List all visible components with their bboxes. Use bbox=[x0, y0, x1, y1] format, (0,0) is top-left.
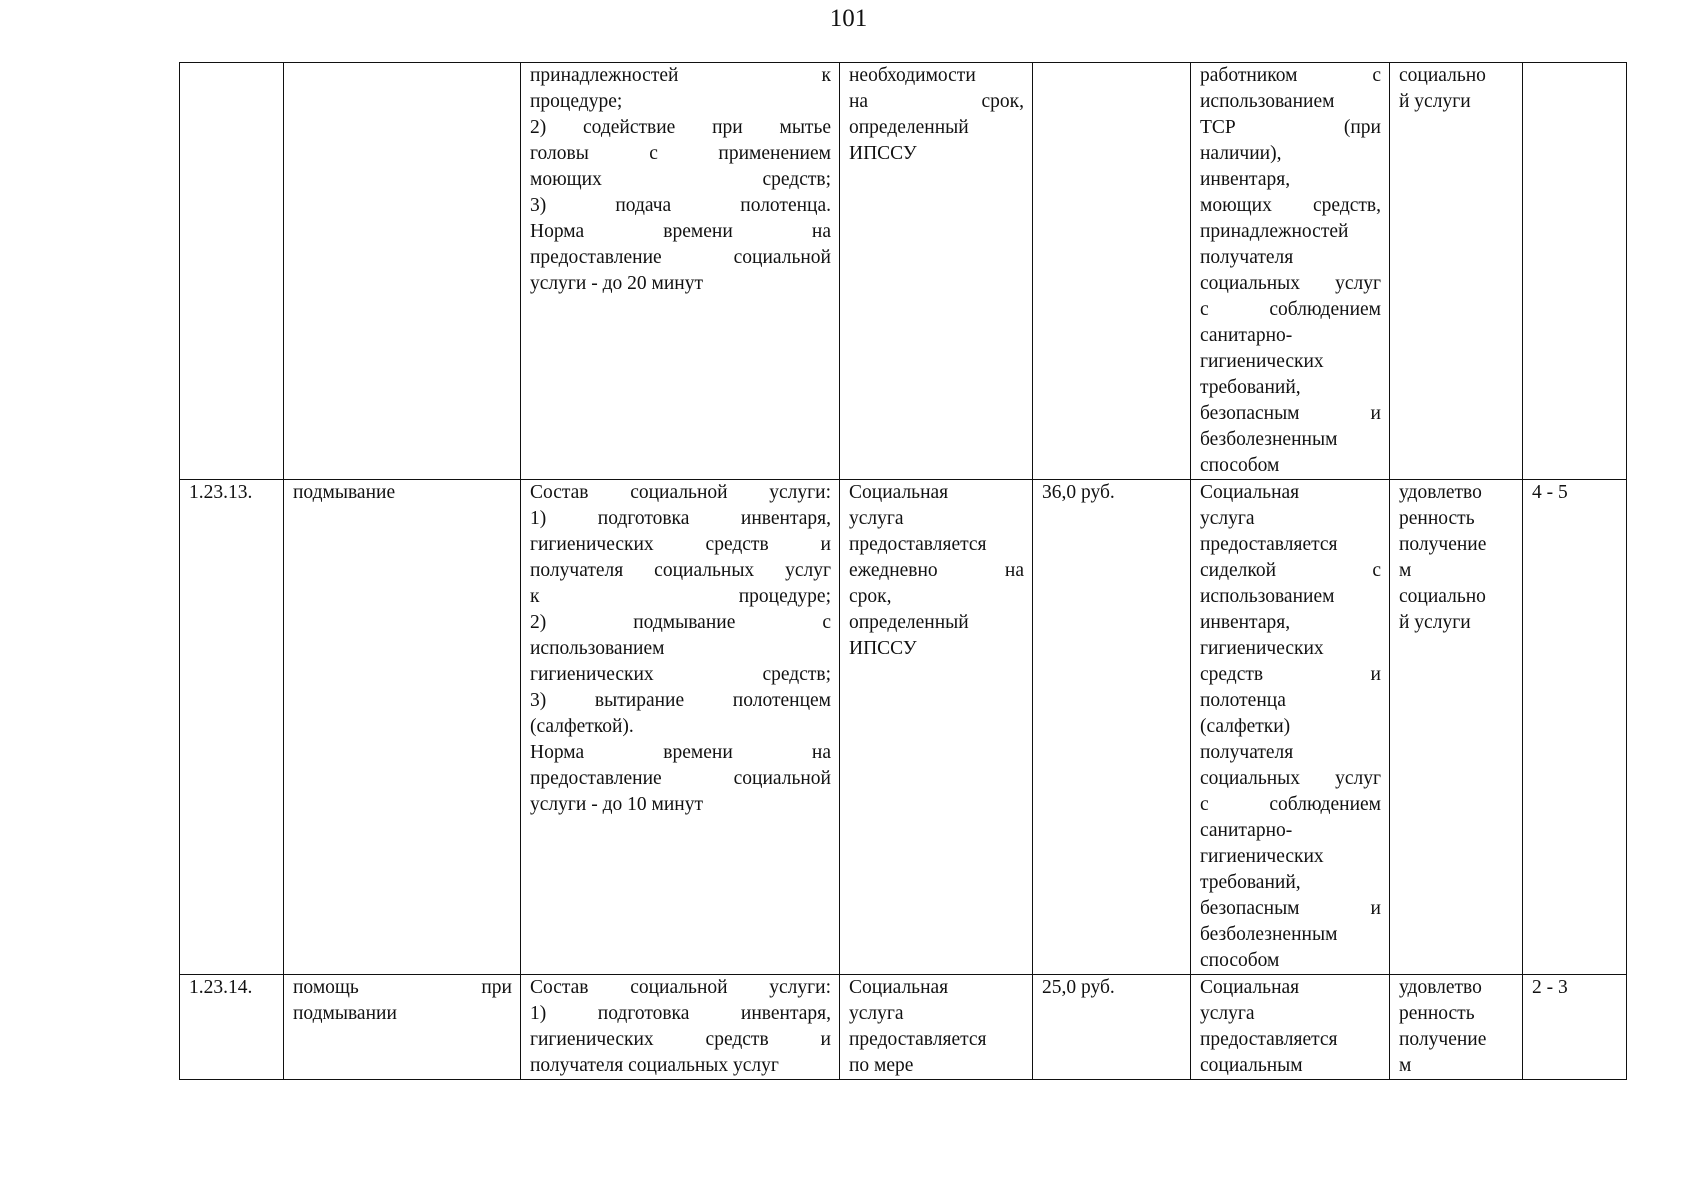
text-line: полотенца bbox=[1200, 690, 1286, 711]
text-line: к процедуре; bbox=[530, 586, 831, 607]
cell-price bbox=[1033, 63, 1191, 480]
text-line: использованием bbox=[1200, 586, 1335, 607]
text-line: услуги - до 20 минут bbox=[530, 273, 703, 294]
cell-service-period bbox=[840, 63, 1033, 480]
text-line: гигиенических средств и bbox=[530, 534, 831, 555]
cell-quality-indicators bbox=[1390, 975, 1523, 1080]
text-line: 1) подготовка инвентаря, bbox=[530, 1003, 831, 1024]
table-body bbox=[180, 63, 1627, 1080]
text-line: 2) содействие при мытье bbox=[530, 117, 831, 138]
text-line: принадлежностей bbox=[1200, 221, 1349, 242]
cell-rating bbox=[1523, 480, 1627, 975]
cell-rating bbox=[1523, 63, 1627, 480]
text-line: санитарно- bbox=[1200, 820, 1293, 841]
cell-rating bbox=[1523, 975, 1627, 1080]
text-line: способом bbox=[1200, 950, 1280, 971]
text-line: предоставляется bbox=[1200, 1029, 1338, 1050]
text-line: по мере bbox=[849, 1055, 914, 1076]
text-line: срок, bbox=[849, 586, 892, 607]
text-line: предоставляется bbox=[849, 534, 987, 555]
text-line: й услуги bbox=[1399, 612, 1471, 633]
text-line: предоставление социальной bbox=[530, 768, 831, 789]
cell-conditions bbox=[1191, 480, 1390, 975]
text-line: определенный bbox=[849, 612, 969, 633]
text-line: с соблюдением bbox=[1200, 299, 1381, 320]
text-line: гигиенических средств и bbox=[530, 1029, 831, 1050]
cell-number bbox=[180, 480, 284, 975]
cell-service-name bbox=[284, 63, 521, 480]
text-line: 3) подача полотенца. bbox=[530, 195, 831, 216]
text-line: моющих средств, bbox=[1200, 195, 1381, 216]
text-line: помощь при bbox=[293, 977, 512, 998]
text-line: Социальная bbox=[1200, 482, 1300, 503]
cell-service-content bbox=[521, 480, 840, 975]
text-line: безболезненным bbox=[1200, 429, 1338, 450]
text-line: гигиенических bbox=[1200, 638, 1324, 659]
table-row bbox=[180, 975, 1627, 1080]
text-line: (салфеткой). bbox=[530, 716, 634, 737]
text-line: безопасным и bbox=[1200, 403, 1381, 424]
text-line: получателя социальных услуг bbox=[530, 560, 831, 581]
text-line: подмывании bbox=[293, 1003, 397, 1024]
text-line: работником с bbox=[1200, 65, 1381, 86]
text-line: 3) вытирание полотенцем bbox=[530, 690, 831, 711]
cell-service-content bbox=[521, 975, 840, 1080]
text-line: гигиенических bbox=[1200, 351, 1324, 372]
text-line: й услуги bbox=[1399, 91, 1471, 112]
text-line: требований, bbox=[1200, 872, 1301, 893]
text-line: 1.23.14. bbox=[189, 977, 253, 998]
text-line: предоставление социальной bbox=[530, 247, 831, 268]
text-line: получателя bbox=[1200, 742, 1294, 763]
text-line: социально bbox=[1399, 65, 1486, 86]
text-line: ИПССУ bbox=[849, 638, 917, 659]
text-line: ренность bbox=[1399, 1003, 1475, 1024]
text-line: средств и bbox=[1200, 664, 1381, 685]
text-line: 36,0 руб. bbox=[1042, 482, 1115, 503]
text-line: на срок, bbox=[849, 91, 1024, 112]
text-line: 25,0 руб. bbox=[1042, 977, 1115, 998]
text-line: использованием bbox=[530, 638, 665, 659]
text-line: получение bbox=[1399, 1029, 1487, 1050]
text-line: м bbox=[1399, 560, 1412, 581]
cell-number bbox=[180, 975, 284, 1080]
text-line: получателя bbox=[1200, 247, 1294, 268]
text-line: безболезненным bbox=[1200, 924, 1338, 945]
cell-service-name bbox=[284, 975, 521, 1080]
text-line: ренность bbox=[1399, 508, 1475, 529]
text-line: предоставляется bbox=[849, 1029, 987, 1050]
text-line: получателя социальных услуг bbox=[530, 1055, 779, 1076]
page-number: 101 bbox=[829, 5, 868, 32]
text-line: сиделкой с bbox=[1200, 560, 1381, 581]
text-line: с соблюдением bbox=[1200, 794, 1381, 815]
text-line: Состав социальной услуги: bbox=[530, 977, 831, 998]
text-line: 1.23.13. bbox=[189, 482, 253, 503]
text-line: удовлетво bbox=[1399, 482, 1482, 503]
text-line: ТСР (при bbox=[1200, 117, 1381, 138]
text-line: 1) подготовка инвентаря, bbox=[530, 508, 831, 529]
cell-conditions bbox=[1191, 63, 1390, 480]
text-line: головы с применением bbox=[530, 143, 831, 164]
text-line: инвентаря, bbox=[1200, 612, 1291, 633]
text-line: моющих средств; bbox=[530, 169, 831, 190]
text-line: подмывание bbox=[293, 482, 396, 503]
text-line: использованием bbox=[1200, 91, 1335, 112]
cell-service-period bbox=[840, 480, 1033, 975]
table-row bbox=[180, 480, 1627, 975]
text-line: принадлежностей к bbox=[530, 65, 831, 86]
text-line: Социальная bbox=[1200, 977, 1300, 998]
table-row bbox=[180, 63, 1627, 480]
text-line: социальных услуг bbox=[1200, 273, 1381, 294]
text-line: социальных услуг bbox=[1200, 768, 1381, 789]
text-line: 2 - 3 bbox=[1532, 977, 1568, 998]
text-line: (салфетки) bbox=[1200, 716, 1291, 737]
text-line: ИПССУ bbox=[849, 143, 917, 164]
cell-service-period bbox=[840, 975, 1033, 1080]
text-line: инвентаря, bbox=[1200, 169, 1291, 190]
text-line: гигиенических средств; bbox=[530, 664, 831, 685]
text-line: 4 - 5 bbox=[1532, 482, 1568, 503]
cell-quality-indicators bbox=[1390, 480, 1523, 975]
cell-price bbox=[1033, 480, 1191, 975]
text-line: Норма времени на bbox=[530, 221, 831, 242]
cell-price bbox=[1033, 975, 1191, 1080]
text-line: гигиенических bbox=[1200, 846, 1324, 867]
text-line: услуги - до 10 минут bbox=[530, 794, 703, 815]
text-line: ежедневно на bbox=[849, 560, 1024, 581]
text-line: способом bbox=[1200, 455, 1280, 476]
cell-service-content bbox=[521, 63, 840, 480]
text-line: необходимости bbox=[849, 65, 976, 86]
text-line: услуга bbox=[849, 1003, 904, 1024]
text-line: Социальная bbox=[849, 482, 949, 503]
cell-service-name bbox=[284, 480, 521, 975]
services-table bbox=[179, 62, 1627, 1080]
text-line: Норма времени на bbox=[530, 742, 831, 763]
text-line: удовлетво bbox=[1399, 977, 1482, 998]
text-line: получение bbox=[1399, 534, 1487, 555]
cell-number bbox=[180, 63, 284, 480]
text-line: процедуре; bbox=[530, 91, 623, 112]
text-line: Социальная bbox=[849, 977, 949, 998]
text-line: социально bbox=[1399, 586, 1486, 607]
text-line: требований, bbox=[1200, 377, 1301, 398]
text-line: санитарно- bbox=[1200, 325, 1293, 346]
cell-quality-indicators bbox=[1390, 63, 1523, 480]
text-line: предоставляется bbox=[1200, 534, 1338, 555]
text-line: м bbox=[1399, 1055, 1412, 1076]
text-line: услуга bbox=[1200, 1003, 1255, 1024]
text-line: социальным bbox=[1200, 1055, 1303, 1076]
cell-conditions bbox=[1191, 975, 1390, 1080]
text-line: наличии), bbox=[1200, 143, 1282, 164]
text-line: Состав социальной услуги: bbox=[530, 482, 831, 503]
text-line: безопасным и bbox=[1200, 898, 1381, 919]
text-line: услуга bbox=[849, 508, 904, 529]
text-line: определенный bbox=[849, 117, 969, 138]
text-line: услуга bbox=[1200, 508, 1255, 529]
text-line: 2) подмывание с bbox=[530, 612, 831, 633]
